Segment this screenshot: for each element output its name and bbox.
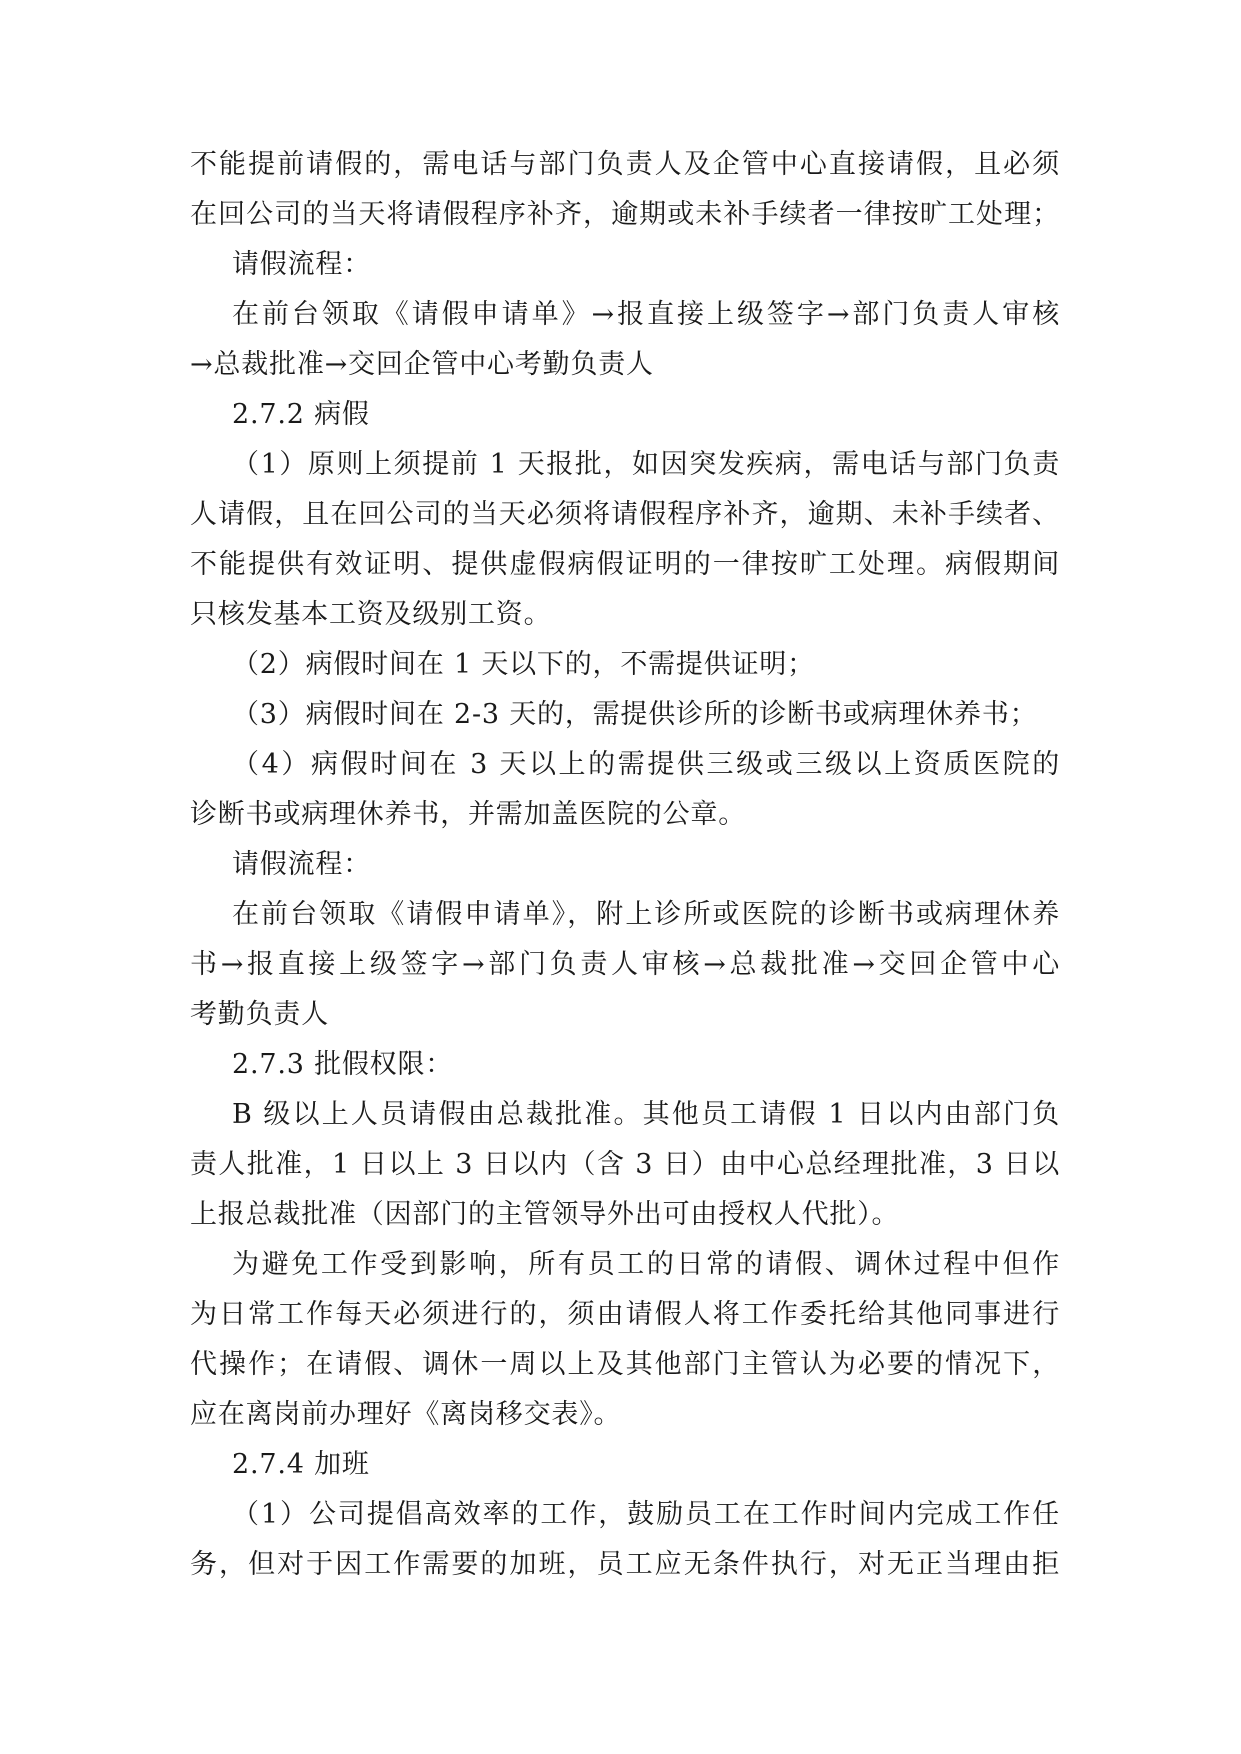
text-line: 在前台领取《请假申请单》，附上诊所或医院的诊断书或病理休养: [232, 899, 1060, 930]
text-line: （3）病假时间在 2-3 天的，需提供诊所的诊断书或病理休养书；: [232, 699, 1038, 730]
section-heading: 2.7.3 批假权限：: [232, 1049, 454, 1080]
text-line: B 级以上人员请假由总裁批准。其他员工请假 1 日以内由部门负: [232, 1099, 1060, 1130]
text-line: 诊断书或病理休养书，并需加盖医院的公章。: [190, 799, 746, 830]
text-line: （1）公司提倡高效率的工作，鼓励员工在工作时间内完成工作任: [232, 1499, 1060, 1530]
text-line: （1）原则上须提前 1 天报批，如因突发疾病，需电话与部门负责: [232, 449, 1060, 480]
text-line: （4）病假时间在 3 天以上的需提供三级或三级以上资质医院的: [232, 749, 1060, 780]
text-line: 只核发基本工资及级别工资。: [190, 599, 552, 630]
text-line: 务，但对于因工作需要的加班，员工应无条件执行，对无正当理由拒: [190, 1549, 1060, 1580]
text-line: 请假流程：: [232, 849, 371, 880]
text-line: 代操作；在请假、调休一周以上及其他部门主管认为必要的情况下，: [190, 1349, 1060, 1380]
text-line: 责人批准，1 日以上 3 日以内（含 3 日）由中心总经理批准，3 日以: [190, 1149, 1060, 1180]
text-line: 应在离岗前办理好《离岗移交表》。: [190, 1399, 622, 1430]
text-line: 考勤负责人: [190, 999, 329, 1030]
text-line: 在前台领取《请假申请单》→报直接上级签字→部门负责人审核: [232, 299, 1060, 330]
section-heading: 2.7.4 加班: [232, 1449, 370, 1480]
text-line: 请假流程：: [232, 249, 371, 280]
text-line: 为日常工作每天必须进行的，须由请假人将工作委托给其他同事进行: [190, 1299, 1060, 1330]
text-line: 在回公司的当天将请假程序补齐，逾期或未补手续者一律按旷工处理；: [190, 199, 1060, 230]
text-line: 书→报直接上级签字→部门负责人审核→总裁批准→交回企管中心: [190, 949, 1060, 980]
text-line: （2）病假时间在 1 天以下的，不需提供证明；: [232, 649, 815, 680]
text-line: →总裁批准→交回企管中心考勤负责人: [190, 349, 654, 380]
text-line: 不能提供有效证明、提供虚假病假证明的一律按旷工处理。病假期间: [190, 549, 1060, 580]
text-line: 不能提前请假的，需电话与部门负责人及企管中心直接请假，且必须: [190, 149, 1060, 180]
text-line: 为避免工作受到影响，所有员工的日常的请假、调休过程中但作: [232, 1249, 1060, 1280]
section-heading: 2.7.2 病假: [232, 399, 370, 430]
text-line: 上报总裁批准（因部门的主管领导外出可由授权人代批）。: [190, 1199, 900, 1230]
text-line: 人请假，且在回公司的当天必须将请假程序补齐，逾期、未补手续者、: [190, 499, 1060, 530]
